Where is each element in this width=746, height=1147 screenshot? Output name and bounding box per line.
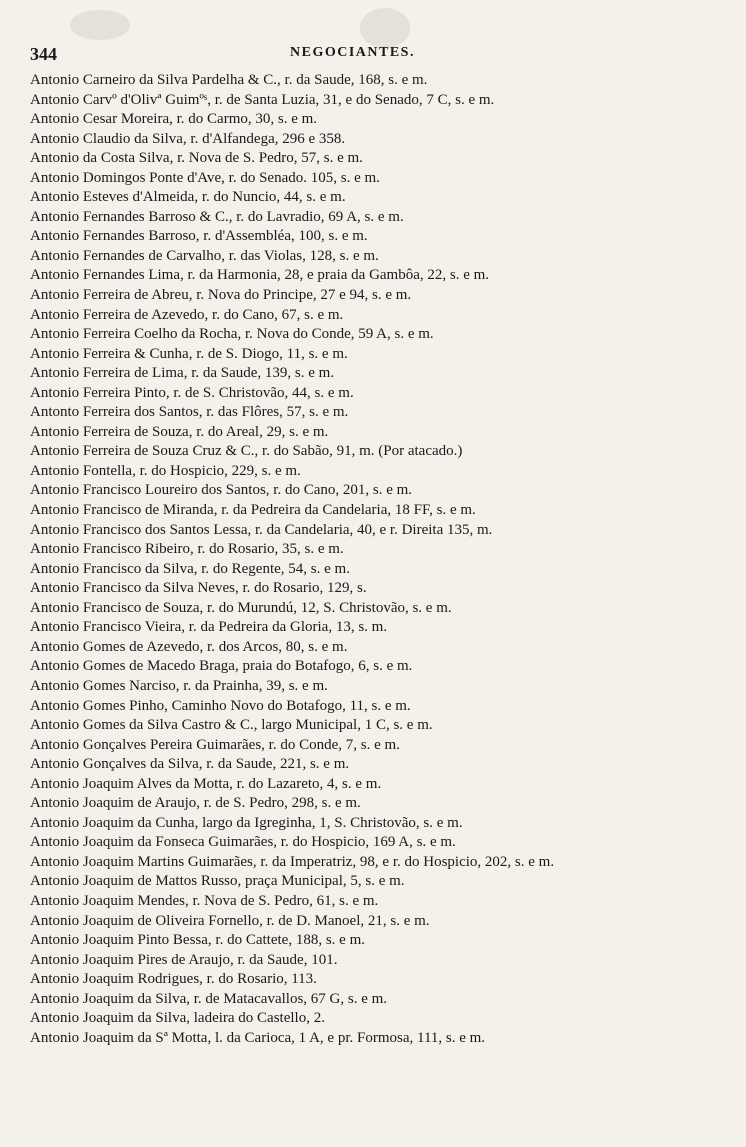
list-item: Antonio Joaquim da Silva, ladeira do Castello, 2. <box>30 1010 325 1027</box>
running-title: NEGOCIANTES. <box>290 45 415 60</box>
list-item: Antonio Joaquim Pinto Bessa, r. do Cattete, 188, s. e m. <box>30 932 365 949</box>
list-item: Antonio Fernandes Lima, r. da Harmonia, 28, e praia da Gambôa, 22, s. e m. <box>30 267 490 284</box>
list-item: Antonio Ferreira de Abreu, r. Nova do Principe, 27 e 94, s. e m. <box>30 287 412 304</box>
list-item: Antonio Gomes da Silva Castro & C., largo Municipal, 1 C, s. e m. <box>30 717 433 734</box>
list-item: Antonio Francisco Vieira, r. da Pedreira da Gloria, 13, s. m. <box>30 619 388 636</box>
list-item: Antonio Joaquim Rodrigues, r. do Rosario, 113. <box>30 971 317 988</box>
list-item: Antonio Gomes de Macedo Braga, praia do Botafogo, 6, s. e m. <box>30 658 413 675</box>
list-item: Antonio Joaquim da Cunha, largo da Igreginha, 1, S. Christovão, s. e m. <box>30 814 463 831</box>
list-item: Antonio Fernandes Barroso, r. d'Assembléa, 100, s. e m. <box>30 228 368 245</box>
list-item: Antonio Ferreira Coelho da Rocha, r. Nova do Conde, 59 A, s. e m. <box>30 326 434 343</box>
list-item: Antonio Gomes de Azevedo, r. dos Arcos, 80, s. e m. <box>30 638 348 655</box>
list-item: Antonio Joaquim da Silva, r. de Matacavallos, 67 G, s. e m. <box>30 990 388 1007</box>
list-item: Antonio Fernandes Barroso & C., r. do Lavradio, 69 A, s. e m. <box>30 208 404 225</box>
list-item: Antonto Ferreira dos Santos, r. das Flôres, 57, s. e m. <box>30 404 349 421</box>
list-item: Antonio Joaquim Mendes, r. Nova de S. Pedro, 61, s. e m. <box>30 892 379 909</box>
list-item: Antonio Francisco Ribeiro, r. do Rosario, 35, s. e m. <box>30 541 344 558</box>
page-header <box>30 44 710 66</box>
list-item: Antonio Gonçalves da Silva, r. da Saude, 221, s. e m. <box>30 756 350 773</box>
list-item: Antonio da Costa Silva, r. Nova de S. Pedro, 57, s. e m. <box>30 150 363 167</box>
list-item: Antonio Ferreira de Azevedo, r. do Cano, 67, s. e m. <box>30 306 344 323</box>
paper-stain <box>360 8 410 48</box>
list-item: Antonio Francisco da Silva Neves, r. do Rosario, 129, s. <box>30 580 367 597</box>
page-number: 344 <box>30 44 57 64</box>
list-item: Antonio Joaquim Pires de Araujo, r. da Saude, 101. <box>30 951 338 968</box>
list-item: Antonio Esteves d'Almeida, r. do Nuncio, 44, s. e m. <box>30 189 346 206</box>
list-item: Antonio Domingos Ponte d'Ave, r. do Senado. 105, s. e m. <box>30 169 380 186</box>
list-item: Antonio Francisco de Souza, r. do Murundú, 12, S. Christovão, s. e m. <box>30 599 452 616</box>
list-item: Antonio Joaquim de Araujo, r. de S. Pedro, 298, s. e m. <box>30 795 361 812</box>
list-item: Antonio Carvº d'Olivª Guimºˢ, r. de Santa Luzia, 31, e do Senado, 7 C, s. e m. <box>30 91 495 108</box>
list-item: Antonio Ferreira de Souza Cruz & C., r. do Sabão, 91, m. (Por atacado.) <box>30 443 463 460</box>
list-item: Antonio Francisco da Silva, r. do Regente, 54, s. e m. <box>30 560 350 577</box>
list-item: Antonio Ferreira & Cunha, r. de S. Diogo, 11, s. e m. <box>30 345 348 362</box>
list-item: Antonio Francisco dos Santos Lessa, r. da Candelaria, 40, e r. Direita 135, m. <box>30 521 493 538</box>
list-item: Antonio Carneiro da Silva Pardelha & C., r. da Saude, 168, s. e m. <box>30 72 428 88</box>
list-item: Antonio Francisco de Miranda, r. da Pedreira da Candelaria, 18 FF, s. e m. <box>30 502 476 519</box>
list-item: Antonio Joaquim da Fonseca Guimarães, r. do Hospicio, 169 A, s. e m. <box>30 834 456 851</box>
list-item: Antonio Cesar Moreira, r. do Carmo, 30, s. e m. <box>30 111 318 128</box>
list-item: Antonio Ferreira de Souza, r. do Areal, 29, s. e m. <box>30 423 329 440</box>
list-item: Antonio Joaquim da Sª Motta, l. da Carioca, 1 A, e pr. Formosa, 111, s. e m. <box>30 1029 486 1046</box>
paper-stain <box>70 10 130 40</box>
list-item: Antonio Fernandes de Carvalho, r. das Violas, 128, s. e m. <box>30 247 379 264</box>
list-item: Antonio Joaquim de Oliveira Fornello, r. de D. Manoel, 21, s. e m. <box>30 912 430 929</box>
list-item: Antonio Ferreira Pinto, r. de S. Christovão, 44, s. e m. <box>30 384 354 401</box>
list-item: Antonio Gomes Pinho, Caminho Novo do Botafogo, 11, s. e m. <box>30 697 411 714</box>
list-item: Antonio Claudio da Silva, r. d'Alfandega, 296 e 358. <box>30 130 346 147</box>
merchant-list <box>30 71 730 1048</box>
list-item: Antonio Gomes Narciso, r. da Prainha, 39, s. e m. <box>30 677 328 694</box>
list-item: Antonio Ferreira de Lima, r. da Saude, 139, s. e m. <box>30 365 335 382</box>
list-item: Antonio Francisco Loureiro dos Santos, r. do Cano, 201, s. e m. <box>30 482 413 499</box>
list-item: Antonio Gonçalves Pereira Guimarães, r. do Conde, 7, s. e m. <box>30 736 400 753</box>
list-item: Antonio Fontella, r. do Hospicio, 229, s. e m. <box>30 462 301 479</box>
list-item: Antonio Joaquim de Mattos Russo, praça Municipal, 5, s. e m. <box>30 873 405 890</box>
list-item: Antonio Joaquim Alves da Motta, r. do Lazareto, 4, s. e m. <box>30 775 382 792</box>
list-item: Antonio Joaquim Martins Guimarães, r. da Imperatriz, 98, e r. do Hospicio, 202, s. e m. <box>30 853 555 870</box>
